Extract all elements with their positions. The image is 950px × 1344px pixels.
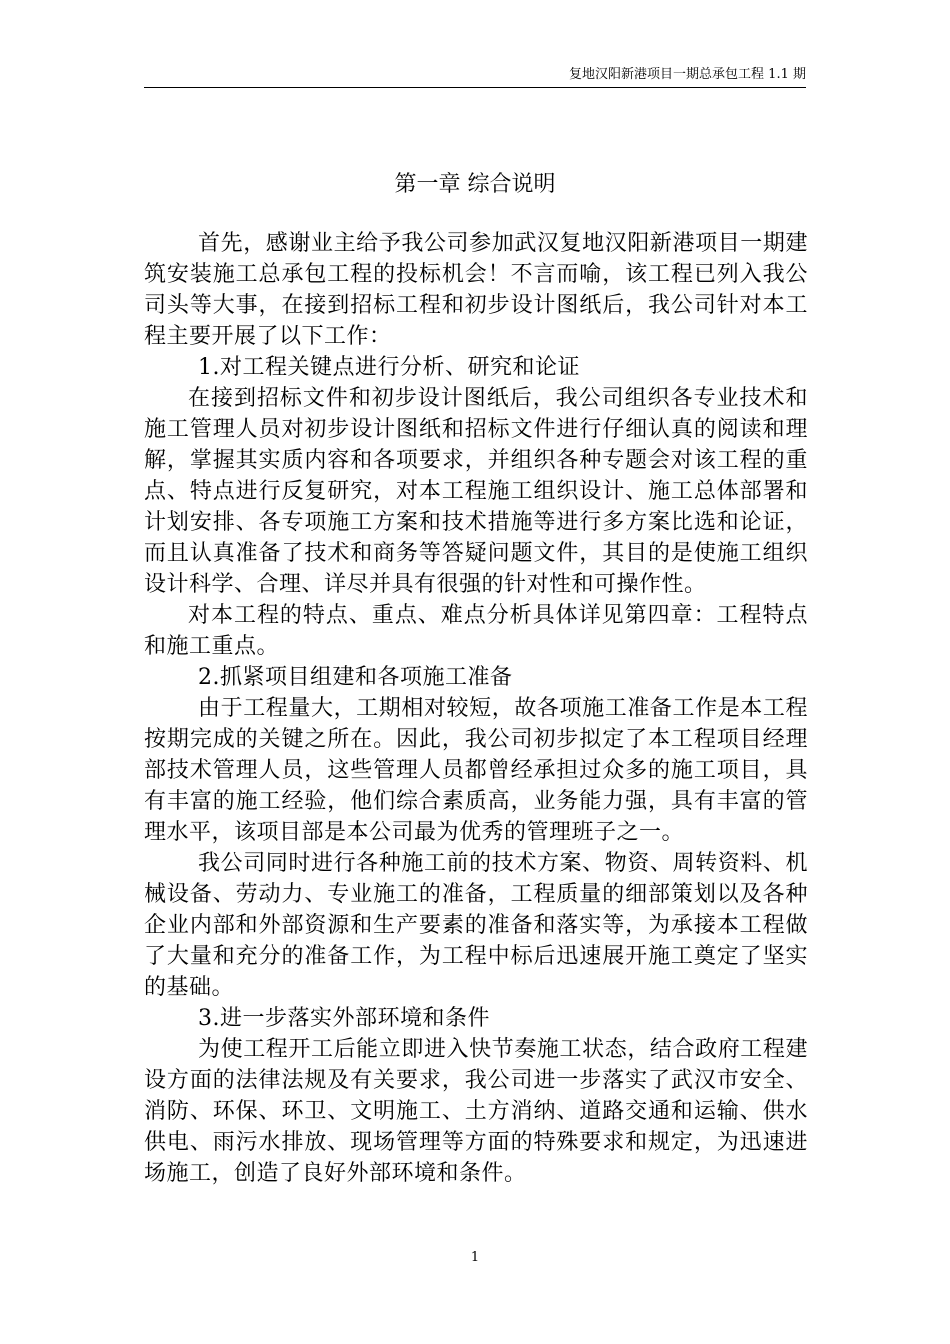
- page-number: 1: [470, 1250, 480, 1265]
- paragraph-intro: 首先，感谢业主给予我公司参加武汉复地汉阳新港项目一期建筑安装施工总承包工程的投标机会！不言而喻，该工程已列入我公司头等大事，在接到招标工程和初步设计图纸后，我公司针对本工程主要开展了以下工作：: [144, 231, 808, 349]
- paragraph-reference: 对本工程的特点、重点、难点分析具体详见第四章：工程特点和施工重点。: [144, 603, 808, 659]
- document-body: [144, 228, 808, 1189]
- section-heading-2: 2.抓紧项目组建和各项施工准备: [198, 665, 513, 690]
- paragraph-analysis: 在接到招标文件和初步设计图纸后，我公司组织各专业技术和施工管理人员对初步设计图纸和招标文件进行仔细认真的阅读和理解，掌握其实质内容和各项要求，并组织各种专题会对该工程的重点、特点进行反复研究，对本工程施工组织设计、施工总体部署和计划安排、各专项施工方案和技术措施等进行多方案比选和论证，而且认真准备了技术和商务等答疑问题文件，其目的是使施工组织设计科学、合理、详尽并具有很强的针对性和可操作性。: [144, 386, 808, 597]
- header-divider: [144, 87, 806, 88]
- paragraph-environment: 为使工程开工后能立即进入快节奏施工状态，结合政府工程建设方面的法律法规及有关要求，我公司进一步落实了武汉市安全、消防、环保、环卫、文明施工、土方消纳、道路交通和运输、供水供电、雨污水排放、现场管理等方面的特殊要求和规定，为迅速进场施工，创造了良好外部环境和条件。: [144, 1037, 808, 1186]
- paragraph-preparation: 我公司同时进行各种施工前的技术方案、物资、周转资料、机械设备、劳动力、专业施工的准备，工程质量的细部策划以及各种企业内部和外部资源和生产要素的准备和落实等，为承接本工程做了大量和充分的准备工作，为工程中标后迅速展开施工奠定了坚实的基础。: [144, 851, 808, 1000]
- running-header: 复地汉阳新港项目一期总承包工程 1.1 期: [569, 67, 806, 82]
- section-heading-3: 3.进一步落实外部环境和条件: [198, 1006, 490, 1031]
- chapter-title: 第一章 综合说明: [394, 172, 556, 197]
- paragraph-team: 由于工程量大，工期相对较短，故各项施工准备工作是本工程按期完成的关键之所在。因此，我公司初步拟定了本工程项目经理部技术管理人员，这些管理人员都曾经承担过众多的施工项目，具有丰富的施工经验，他们综合素质高，业务能力强，具有丰富的管理水平，该项目部是本公司最为优秀的管理班子之一。: [144, 696, 808, 845]
- section-heading-1: 1.对工程关键点进行分析、研究和论证: [198, 355, 580, 380]
